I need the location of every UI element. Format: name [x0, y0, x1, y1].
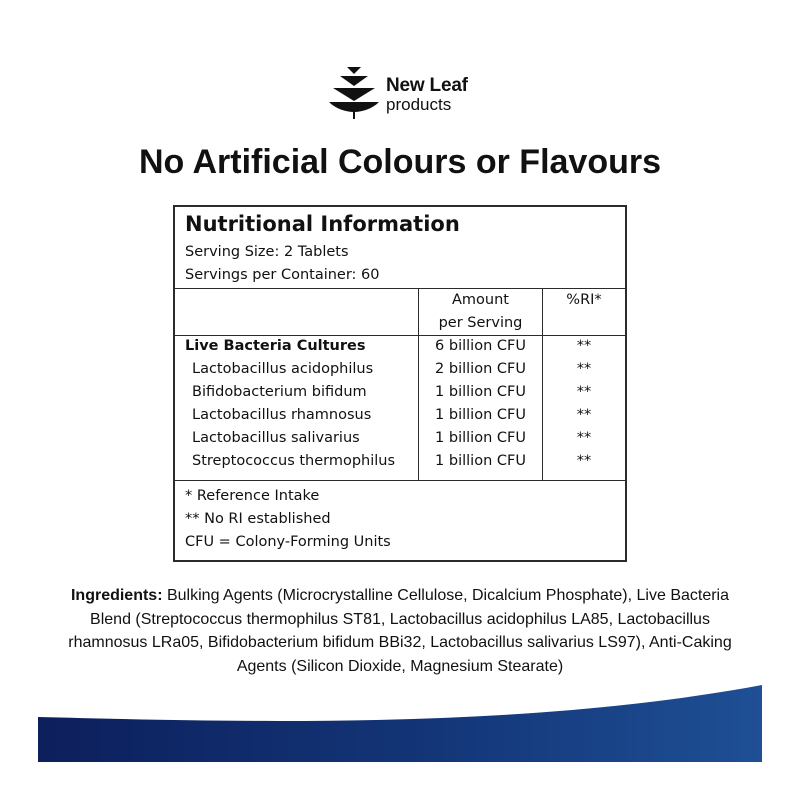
nutrient-amount: 1 billion CFU: [435, 384, 526, 400]
divider: [175, 480, 625, 481]
nutrient-name: Lactobacillus salivarius: [192, 430, 360, 446]
nutrient-ri: **: [576, 361, 592, 377]
nutrient-amount: 1 billion CFU: [435, 430, 526, 446]
nutrient-name: Bifidobacterium bifidum: [192, 384, 367, 400]
ingredients-text: [60, 584, 740, 678]
nutrient-name: Lactobacillus rhamnosus: [192, 407, 372, 423]
footnote-no-ri: ** No RI established: [185, 511, 331, 527]
table-row: [175, 430, 625, 453]
nutrition-panel: [173, 205, 627, 562]
nutrient-name: Live Bacteria Cultures: [185, 338, 366, 354]
ingredients-label: Ingredients:: [70, 587, 167, 604]
leaf-tree-icon: [328, 64, 380, 120]
ri-column-header: %RI*: [566, 292, 602, 308]
page-headline: No Artificial Colours or Flavours: [138, 143, 662, 181]
table-row: [175, 384, 625, 407]
nutrient-ri: **: [576, 453, 592, 469]
amount-column-header: [419, 289, 542, 335]
table-row: [175, 407, 625, 430]
footnote-cfu: CFU = Colony-Forming Units: [185, 534, 391, 550]
divider: [175, 335, 625, 336]
nutrient-amount: 1 billion CFU: [435, 453, 526, 469]
brand-name: New Leaf: [386, 75, 468, 96]
nutrient-ri: **: [576, 384, 592, 400]
brand-logo: [328, 62, 478, 120]
nutrient-name: Lactobacillus acidophilus: [192, 361, 374, 377]
nutrient-ri: **: [576, 430, 592, 446]
nutrient-amount: 2 billion CFU: [435, 361, 526, 377]
nutrient-ri: **: [576, 407, 592, 423]
amount-header-line2: per Serving: [438, 315, 523, 331]
nutrient-amount: 1 billion CFU: [435, 407, 526, 423]
nutrient-ri: **: [576, 338, 592, 354]
footnote-reference-intake: * Reference Intake: [185, 488, 320, 504]
table-row: [175, 338, 625, 361]
panel-title: Nutritional Information: [185, 212, 460, 236]
serving-size: Serving Size: 2 Tablets: [185, 244, 349, 260]
table-row: [175, 361, 625, 384]
amount-header-line1: Amount: [452, 292, 509, 308]
ingredients-list: Bulking Agents (Microcrystalline Cellulose, Dicalcium Phosphate), Live Bacteria Blend (Streptococcus thermophilus ST81, Lactobacillus acidophilus LA85, Lactobacillus rhamnosus LRa05, Bifidobacterium bifidum BBi32, Lactobacillus salivarius LS97), Anti-Caking Agents (Silicon Dioxide, Magnesium Stearate): [68, 587, 732, 675]
decorative-wave: [0, 670, 800, 800]
nutrient-name: Streptococcus thermophilus: [192, 453, 396, 469]
nutrient-amount: 6 billion CFU: [435, 338, 526, 354]
servings-per-container: Servings per Container: 60: [185, 267, 380, 283]
table-row: [175, 453, 625, 476]
brand-subtitle: products: [386, 95, 452, 114]
